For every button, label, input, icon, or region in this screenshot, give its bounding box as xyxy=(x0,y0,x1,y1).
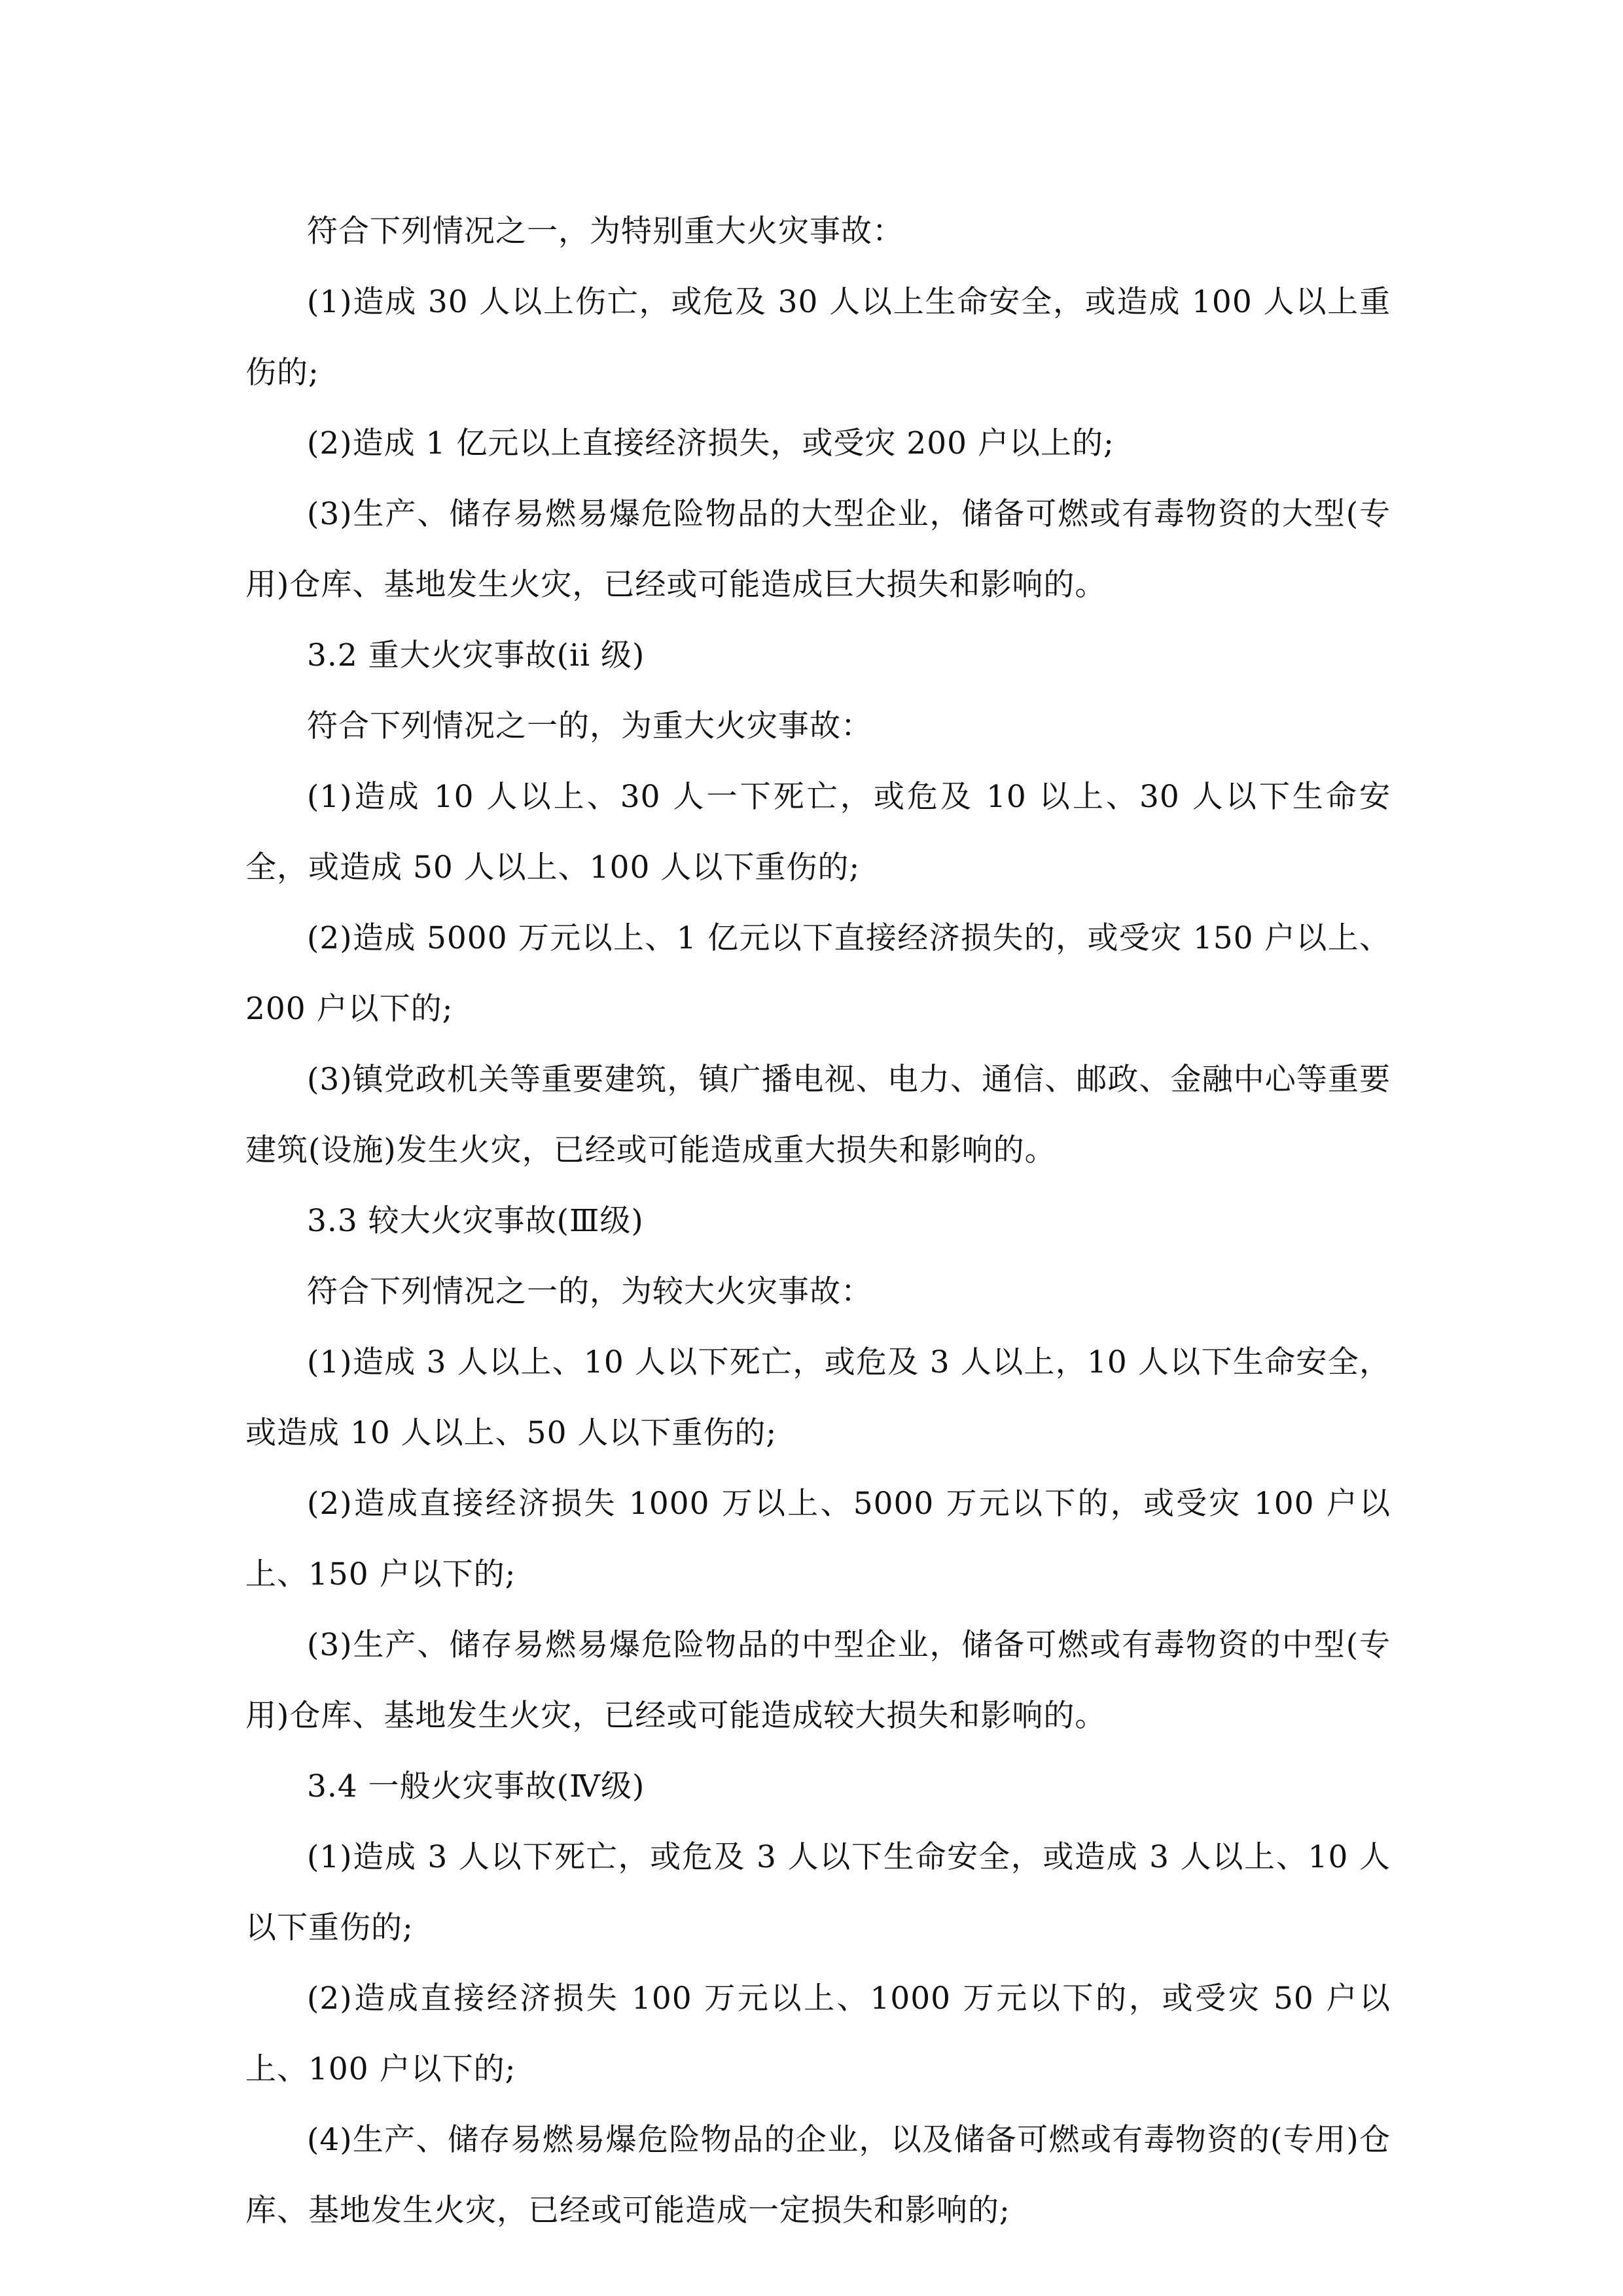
paragraph: (2)造成直接经济损失 100 万元以上、1000 万元以下的，或受灾 50 户以上、100 户以下的; xyxy=(245,1981,1391,2087)
paragraph: (2)造成 5000 万元以上、1 亿元以下直接经济损失的，或受灾 150 户以上、200 户以下的; xyxy=(245,920,1391,1027)
section-heading: 3.4 一般火灾事故(Ⅳ级) xyxy=(307,1768,645,1804)
paragraph: (1)造成 3 人以下死亡，或危及 3 人以下生命安全，或造成 3 人以上、10 人以下重伤的; xyxy=(245,1839,1391,1946)
section-heading: 3.2 重大火灾事故(ii 级) xyxy=(307,637,645,673)
paragraph: (1)造成 10 人以上、30 人一下死亡，或危及 10 以上、30 人以下生命安全，或造成 50 人以上、100 人以下重伤的; xyxy=(245,779,1391,886)
paragraph: (1)造成 30 人以上伤亡，或危及 30 人以上生命安全，或造成 100 人以上重伤的; xyxy=(245,284,1391,391)
section-heading: 3.3 较大火灾事故(Ⅲ级) xyxy=(307,1203,644,1239)
document-body xyxy=(245,196,1391,2246)
paragraph: (2)造成 1 亿元以上直接经济损失，或受灾 200 户以上的; xyxy=(307,425,1115,461)
paragraph: 符合下列情况之一，为特别重大火灾事故： xyxy=(307,213,904,249)
paragraph: (3)镇党政机关等重要建筑，镇广播电视、电力、通信、邮政、金融中心等重要建筑(设施)发生火灾，已经或可能造成重大损失和影响的。 xyxy=(245,1062,1391,1168)
paragraph: (2)造成直接经济损失 1000 万以上、5000 万元以下的，或受灾 100 户以上、150 户以下的; xyxy=(245,1486,1391,1592)
paragraph: (3)生产、储存易燃易爆危险物品的大型企业，储备可燃或有毒物资的大型(专用)仓库、基地发生火灾，已经或可能造成巨大损失和影响的。 xyxy=(245,496,1391,603)
paragraph: 符合下列情况之一的，为较大火灾事故： xyxy=(307,1274,872,1310)
paragraph: (1)造成 3 人以上、10 人以下死亡，或危及 3 人以上，10 人以下生命安全，或造成 10 人以上、50 人以下重伤的; xyxy=(245,1344,1391,1451)
paragraph: (3)生产、储存易燃易爆危险物品的中型企业，储备可燃或有毒物资的中型(专用)仓库、基地发生火灾，已经或可能造成较大损失和影响的。 xyxy=(245,1627,1391,1734)
paragraph: 符合下列情况之一的，为重大火灾事故： xyxy=(307,708,872,744)
paragraph: (4)生产、储存易燃易爆危险物品的企业，以及储备可燃或有毒物资的(专用)仓库、基地发生火灾，已经或可能造成一定损失和影响的; xyxy=(245,2122,1391,2229)
